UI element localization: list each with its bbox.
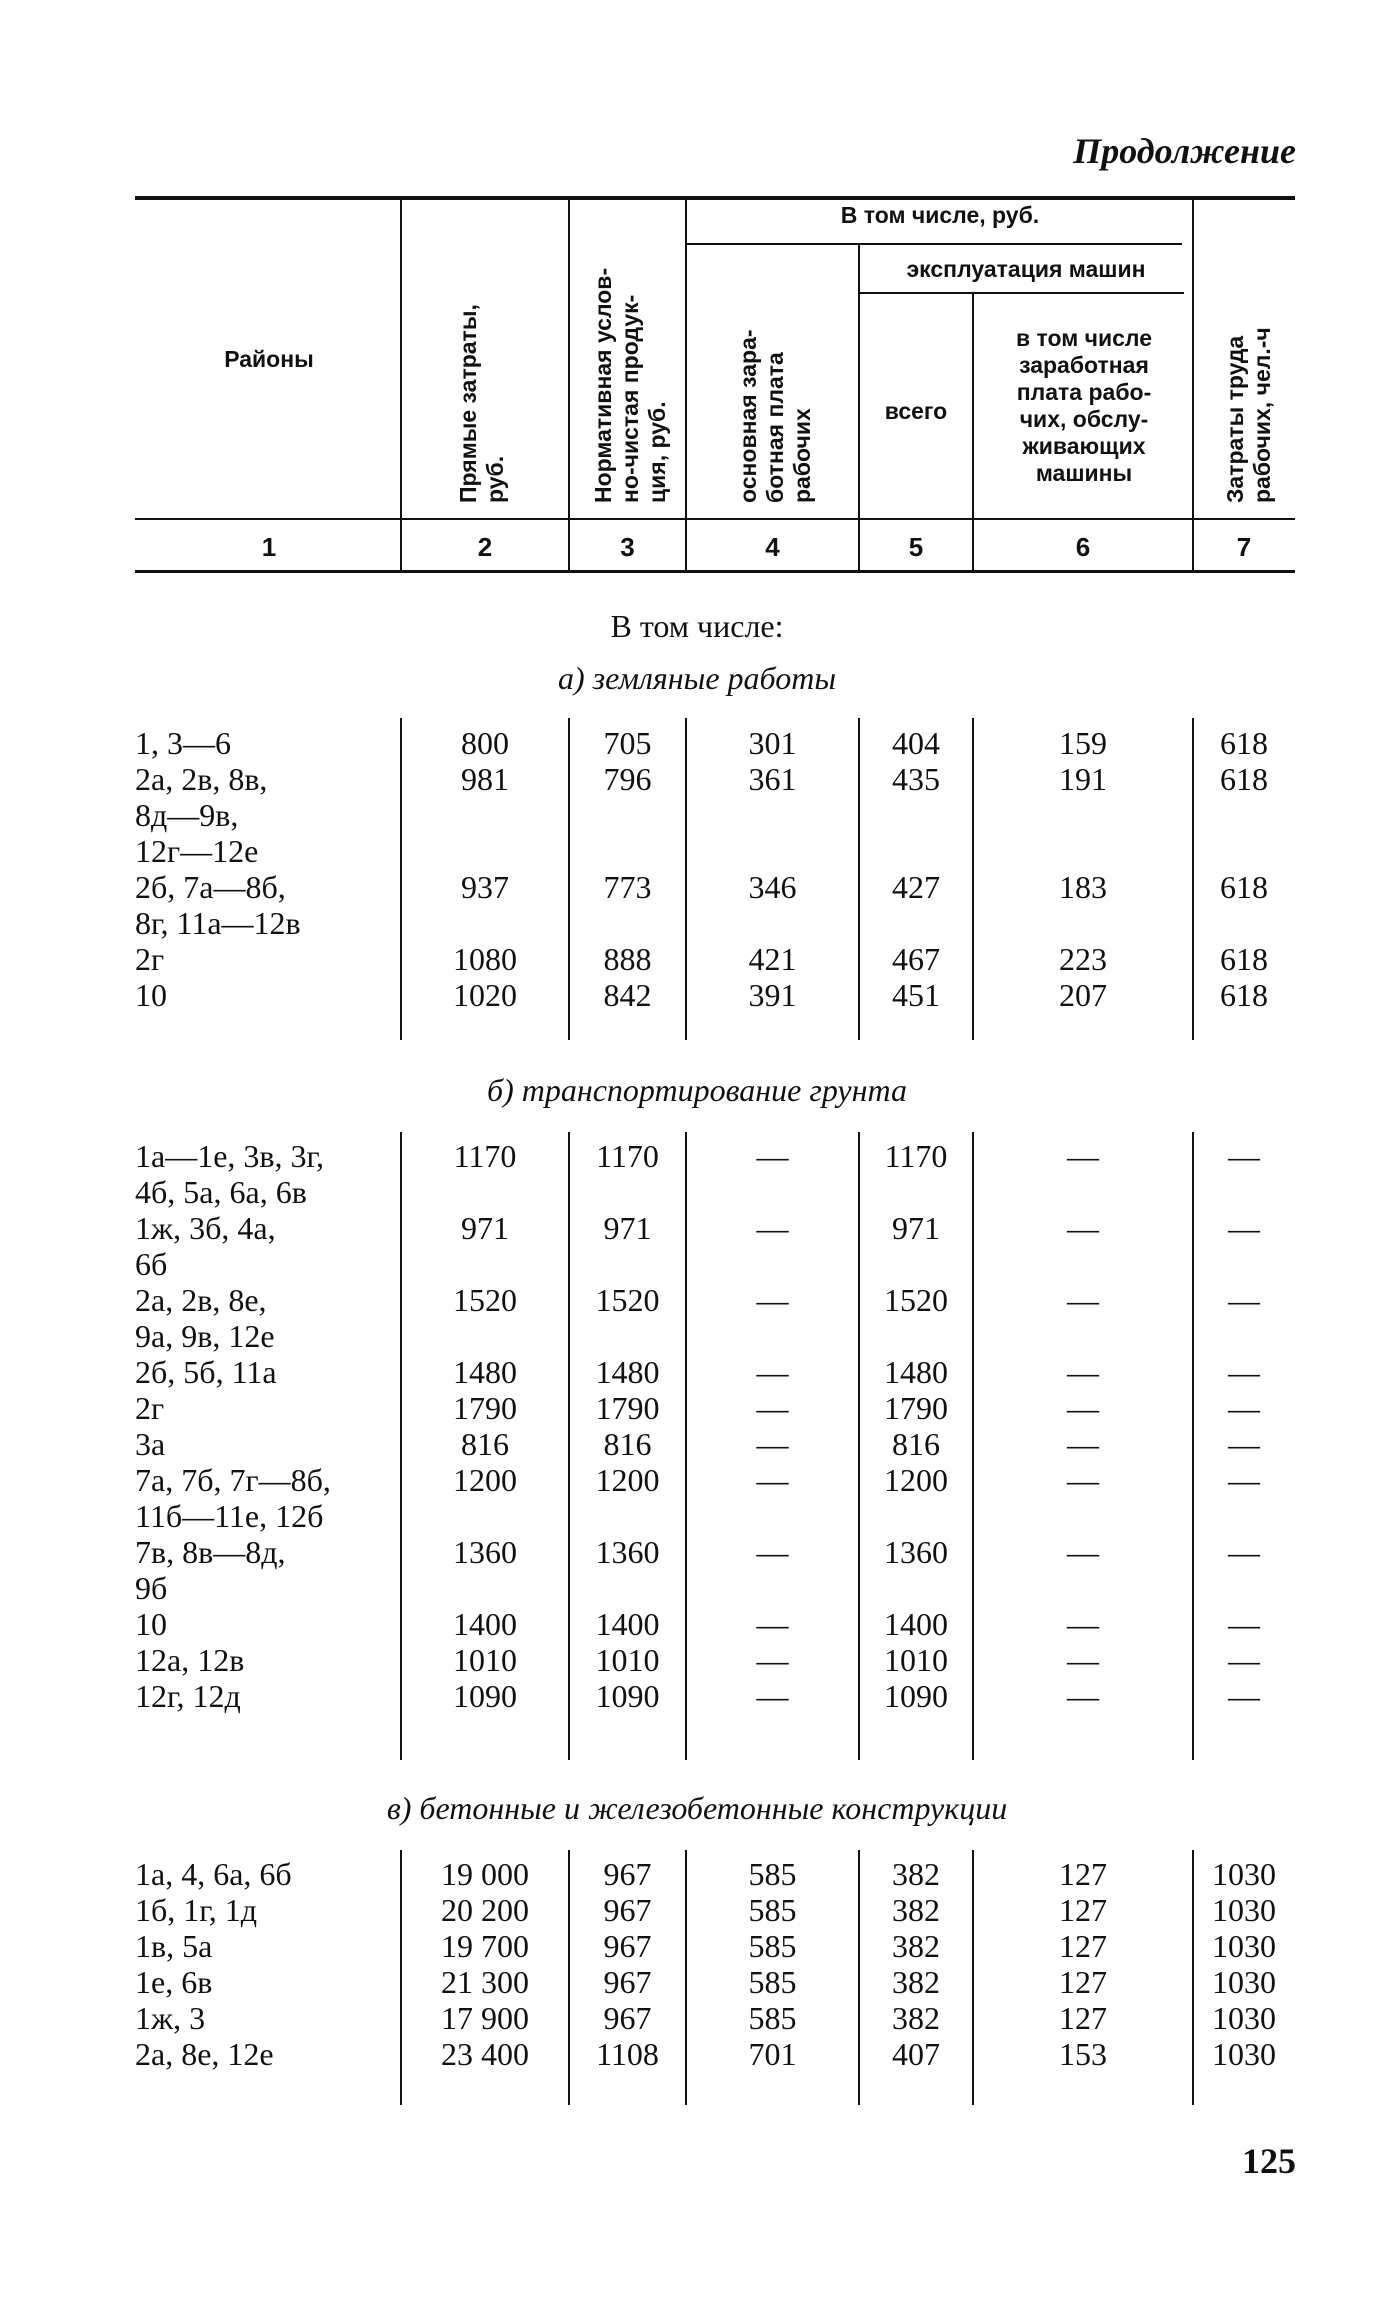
value-cell-col-7: 618 — [1220, 941, 1268, 977]
value-cell-col-6: 153 — [1059, 2036, 1107, 2072]
value-cell-col-2: 1170 — [453, 1138, 517, 1174]
value-cell-col-5: 971 — [892, 1210, 940, 1246]
value-cell-col-6: — — [1067, 1282, 1099, 1318]
value-cell-col-2: 1520 — [453, 1282, 517, 1318]
continuation-label: Продолжение — [1073, 131, 1296, 171]
value-cell-col-2: 1360 — [453, 1534, 517, 1570]
value-cell-col-4: 301 — [748, 725, 797, 761]
value-cell-col-7: — — [1228, 1354, 1260, 1390]
including-label: В том числе: — [610, 608, 784, 644]
value-cell-col-3: 1108 — [596, 2036, 659, 2072]
value-cell-col-7: 1030 — [1212, 1928, 1276, 1964]
value-cell-col-5: 382 — [892, 2000, 940, 2036]
value-cell-col-2: 800 — [461, 725, 509, 761]
value-cell-col-4: — — [756, 1282, 789, 1318]
value-cell-col-3: 816 — [603, 1426, 652, 1462]
value-cell-col-2: 23 400 — [441, 2036, 529, 2072]
value-cell-col-3: 1200 — [595, 1462, 660, 1498]
value-cell-col-6: — — [1067, 1210, 1099, 1246]
value-cell-col-4: 585 — [748, 1928, 797, 1964]
value-cell-col-3: 1090 — [595, 1678, 660, 1714]
value-cell-col-7: 1030 — [1212, 2036, 1276, 2072]
value-cell-col-7: 1030 — [1212, 1856, 1276, 1892]
value-cell-col-6: — — [1067, 1354, 1099, 1390]
district-cell: 2г — [135, 941, 165, 977]
column-numbers-rule — [135, 570, 1295, 573]
header-vline-1 — [400, 198, 402, 572]
value-cell-col-2: 981 — [461, 761, 509, 797]
value-cell-col-5: 816 — [892, 1426, 940, 1462]
district-cell: 1ж, 3 — [135, 2000, 206, 2036]
value-cell-col-7: — — [1228, 1210, 1260, 1246]
value-cell-col-6: — — [1067, 1390, 1099, 1426]
header-bottom-rule — [135, 518, 1295, 520]
value-cell-col-6: 127 — [1059, 1928, 1107, 1964]
value-cell-col-3: 1790 — [595, 1390, 660, 1426]
value-cell-col-5: 1170 — [884, 1138, 948, 1174]
value-cell-col-5: 382 — [892, 1964, 940, 2000]
value-cell-col-3: 1360 — [595, 1534, 660, 1570]
value-cell-col-4: — — [756, 1606, 789, 1642]
district-cell: 2а, 8е, 12е — [135, 2036, 274, 2072]
value-cell-col-5: 382 — [892, 1892, 940, 1928]
header-rule-including — [685, 243, 1182, 245]
value-cell-col-5: 404 — [892, 725, 940, 761]
header-vline-5 — [972, 294, 974, 572]
value-cell-col-3: 842 — [603, 977, 652, 1013]
value-cell-col-3: 888 — [603, 941, 652, 977]
value-cell-col-3: 796 — [603, 761, 652, 797]
value-cell-col-5: 1200 — [884, 1462, 948, 1498]
value-cell-col-5: 407 — [892, 2036, 940, 2072]
value-cell-col-2: 1480 — [453, 1354, 517, 1390]
value-cell-col-3: 1170 — [596, 1138, 659, 1174]
value-cell-col-4: 585 — [748, 1964, 797, 2000]
value-cell-col-3: 1010 — [595, 1642, 660, 1678]
value-cell-col-5: 1480 — [884, 1354, 948, 1390]
value-cell-col-3: 1480 — [595, 1354, 660, 1390]
value-cell-col-5: 1400 — [884, 1606, 948, 1642]
district-cell: 2а, 2в, 8е, 9а, 9в, 12е — [135, 1282, 275, 1354]
district-cell: 7в, 8в—8д, 9б — [135, 1534, 286, 1606]
value-cell-col-5: 1520 — [884, 1282, 948, 1318]
col-num-2: 2 — [477, 532, 493, 562]
value-cell-col-4: — — [756, 1390, 789, 1426]
value-cell-col-6: 207 — [1059, 977, 1107, 1013]
district-cell: 1а, 4, 6а, 6б — [135, 1856, 292, 1892]
value-cell-col-2: 816 — [461, 1426, 509, 1462]
value-cell-col-5: 1010 — [884, 1642, 948, 1678]
col-num-3: 3 — [620, 532, 635, 562]
district-cell: 1, 3—6 — [135, 725, 231, 761]
value-cell-col-2: 1080 — [453, 941, 517, 977]
value-cell-col-3: 967 — [603, 1928, 652, 1964]
value-cell-col-6: — — [1067, 1606, 1099, 1642]
district-cell: 1в, 5а — [135, 1928, 213, 1964]
section-title: а) земляные работы — [558, 660, 836, 696]
value-cell-col-4: 391 — [748, 977, 797, 1013]
value-cell-col-7: — — [1228, 1606, 1260, 1642]
value-cell-col-3: 967 — [603, 1892, 652, 1928]
value-cell-col-2: 19 700 — [441, 1928, 529, 1964]
district-cell: 3а — [135, 1426, 166, 1462]
value-cell-col-3: 1400 — [595, 1606, 660, 1642]
value-cell-col-3: 705 — [603, 725, 652, 761]
district-cell: 2б, 7а—8б, 8г, 11а—12в — [135, 869, 301, 941]
district-cell: 1б, 1г, 1д — [135, 1892, 258, 1928]
value-cell-col-5: 1090 — [884, 1678, 948, 1714]
value-cell-col-7: 1030 — [1212, 2000, 1276, 2036]
value-cell-col-2: 1790 — [453, 1390, 517, 1426]
value-cell-col-7: — — [1228, 1462, 1260, 1498]
header-base-wages: основная зара- ботная плата рабочих — [735, 329, 815, 503]
value-cell-col-7: — — [1228, 1282, 1260, 1318]
value-cell-col-7: 618 — [1220, 725, 1268, 761]
district-cell: 2г — [135, 1390, 165, 1426]
district-cell: 2б, 5б, 11а — [135, 1354, 277, 1390]
value-cell-col-6: — — [1067, 1426, 1099, 1462]
header-machine-operation: эксплуатация машин — [906, 256, 1146, 282]
value-cell-col-2: 1400 — [453, 1606, 517, 1642]
value-cell-col-2: 937 — [461, 869, 509, 905]
value-cell-col-7: 618 — [1220, 761, 1268, 797]
value-cell-col-7: — — [1228, 1390, 1260, 1426]
district-cell: 10 — [135, 977, 167, 1013]
header-labor-costs: Затраты труда рабочих, чел.-ч — [1222, 327, 1275, 503]
district-cell: 2а, 2в, 8в, 8д—9в, 12г—12е — [135, 761, 268, 869]
value-cell-col-3: 967 — [603, 1856, 652, 1892]
col-num-5: 5 — [908, 532, 924, 562]
district-cell: 7а, 7б, 7г—8б, 11б—11е, 12б — [135, 1462, 331, 1534]
value-cell-col-2: 1020 — [453, 977, 517, 1013]
value-cell-col-4: 346 — [748, 869, 797, 905]
value-cell-col-2: 1010 — [453, 1642, 517, 1678]
value-cell-col-4: 585 — [748, 1892, 797, 1928]
value-cell-col-6: 159 — [1059, 725, 1107, 761]
header-vline-4 — [858, 245, 860, 572]
header-direct-costs: Прямые затраты, руб. — [455, 304, 508, 503]
value-cell-col-6: 127 — [1059, 1856, 1107, 1892]
value-cell-col-2: 1090 — [453, 1678, 517, 1714]
col-num-1: 1 — [261, 532, 277, 562]
value-cell-col-5: 435 — [892, 761, 940, 797]
value-cell-col-6: 183 — [1059, 869, 1107, 905]
district-cell: 1а—1е, 3в, 3г, 4б, 5а, 6а, 6в — [135, 1138, 325, 1210]
col-num-6: 6 — [1075, 532, 1091, 562]
district-cell: 1е, 6в — [135, 1964, 213, 2000]
value-cell-col-4: 585 — [748, 1856, 797, 1892]
value-cell-col-3: 967 — [603, 1964, 652, 2000]
value-cell-col-4: 361 — [748, 761, 797, 797]
value-cell-col-7: 1030 — [1212, 1964, 1276, 2000]
value-cell-col-4: 701 — [748, 2036, 797, 2072]
value-cell-col-5: 467 — [892, 941, 940, 977]
value-cell-col-3: 773 — [603, 869, 652, 905]
header-total: всего — [884, 398, 948, 424]
value-cell-col-5: 451 — [892, 977, 940, 1013]
header-top-rule — [135, 196, 1295, 200]
value-cell-col-2: 21 300 — [441, 1964, 529, 2000]
value-cell-col-4: — — [756, 1678, 789, 1714]
value-cell-col-3: 1520 — [595, 1282, 660, 1318]
value-cell-col-6: — — [1067, 1462, 1099, 1498]
value-cell-col-6: 127 — [1059, 1892, 1107, 1928]
value-cell-col-4: — — [756, 1534, 789, 1570]
value-cell-col-7: — — [1228, 1138, 1260, 1174]
value-cell-col-4: — — [756, 1462, 789, 1498]
header-districts: Районы — [224, 346, 314, 372]
header-normative-production: Нормативная услов- но-чистая продук- ция, руб. — [590, 267, 670, 503]
value-cell-col-5: 1790 — [884, 1390, 948, 1426]
district-cell: 1ж, 3б, 4а, 6б — [135, 1210, 276, 1282]
district-cell: 10 — [135, 1606, 167, 1642]
district-cell: 12а, 12в — [135, 1642, 245, 1678]
header-vline-6 — [1192, 198, 1194, 572]
value-cell-col-2: 20 200 — [441, 1892, 529, 1928]
value-cell-col-4: — — [756, 1138, 789, 1174]
value-cell-col-7: — — [1228, 1642, 1260, 1678]
value-cell-col-6: 127 — [1059, 1964, 1107, 2000]
value-cell-col-6: — — [1067, 1678, 1099, 1714]
col-num-4: 4 — [765, 532, 780, 562]
col-num-7: 7 — [1236, 532, 1252, 562]
value-cell-col-2: 1200 — [453, 1462, 517, 1498]
section-title: в) бетонные и железобетонные конструкции — [386, 1790, 1008, 1826]
value-cell-col-6: 191 — [1059, 761, 1107, 797]
value-cell-col-4: — — [756, 1354, 789, 1390]
value-cell-col-6: 127 — [1059, 2000, 1107, 2036]
value-cell-col-6: 223 — [1059, 941, 1107, 977]
district-cell: 12г, 12д — [135, 1678, 241, 1714]
value-cell-col-5: 382 — [892, 1856, 940, 1892]
value-cell-col-7: — — [1228, 1534, 1260, 1570]
header-vline-3 — [685, 198, 687, 572]
value-cell-col-3: 967 — [603, 2000, 652, 2036]
value-cell-col-2: 971 — [461, 1210, 509, 1246]
value-cell-col-3: 971 — [603, 1210, 652, 1246]
value-cell-col-7: — — [1228, 1426, 1260, 1462]
value-cell-col-4: — — [756, 1210, 789, 1246]
value-cell-col-2: 17 900 — [441, 2000, 529, 2036]
page-number: 125 — [1242, 2141, 1296, 2181]
value-cell-col-5: 427 — [892, 869, 940, 905]
section-title: б) транспортирование грунта — [486, 1072, 907, 1108]
value-cell-col-7: 618 — [1220, 977, 1268, 1013]
value-cell-col-6: — — [1067, 1642, 1099, 1678]
value-cell-col-7: 1030 — [1212, 1892, 1276, 1928]
header-rule-machines — [858, 292, 1184, 294]
value-cell-col-4: — — [756, 1426, 789, 1462]
value-cell-col-7: — — [1228, 1678, 1260, 1714]
value-cell-col-5: 382 — [892, 1928, 940, 1964]
header-vline-2 — [568, 198, 570, 572]
value-cell-col-7: 618 — [1220, 869, 1268, 905]
header-machine-wages: в том числе заработная плата рабо- чих, обслу- живающих машины — [1015, 325, 1153, 486]
value-cell-col-4: 421 — [748, 941, 797, 977]
value-cell-col-6: — — [1067, 1138, 1099, 1174]
value-cell-col-6: — — [1067, 1534, 1099, 1570]
value-cell-col-2: 19 000 — [441, 1856, 529, 1892]
value-cell-col-4: — — [756, 1642, 789, 1678]
value-cell-col-4: 585 — [748, 2000, 797, 2036]
value-cell-col-5: 1360 — [884, 1534, 948, 1570]
header-including-rub: В том числе, руб. — [840, 202, 1040, 228]
